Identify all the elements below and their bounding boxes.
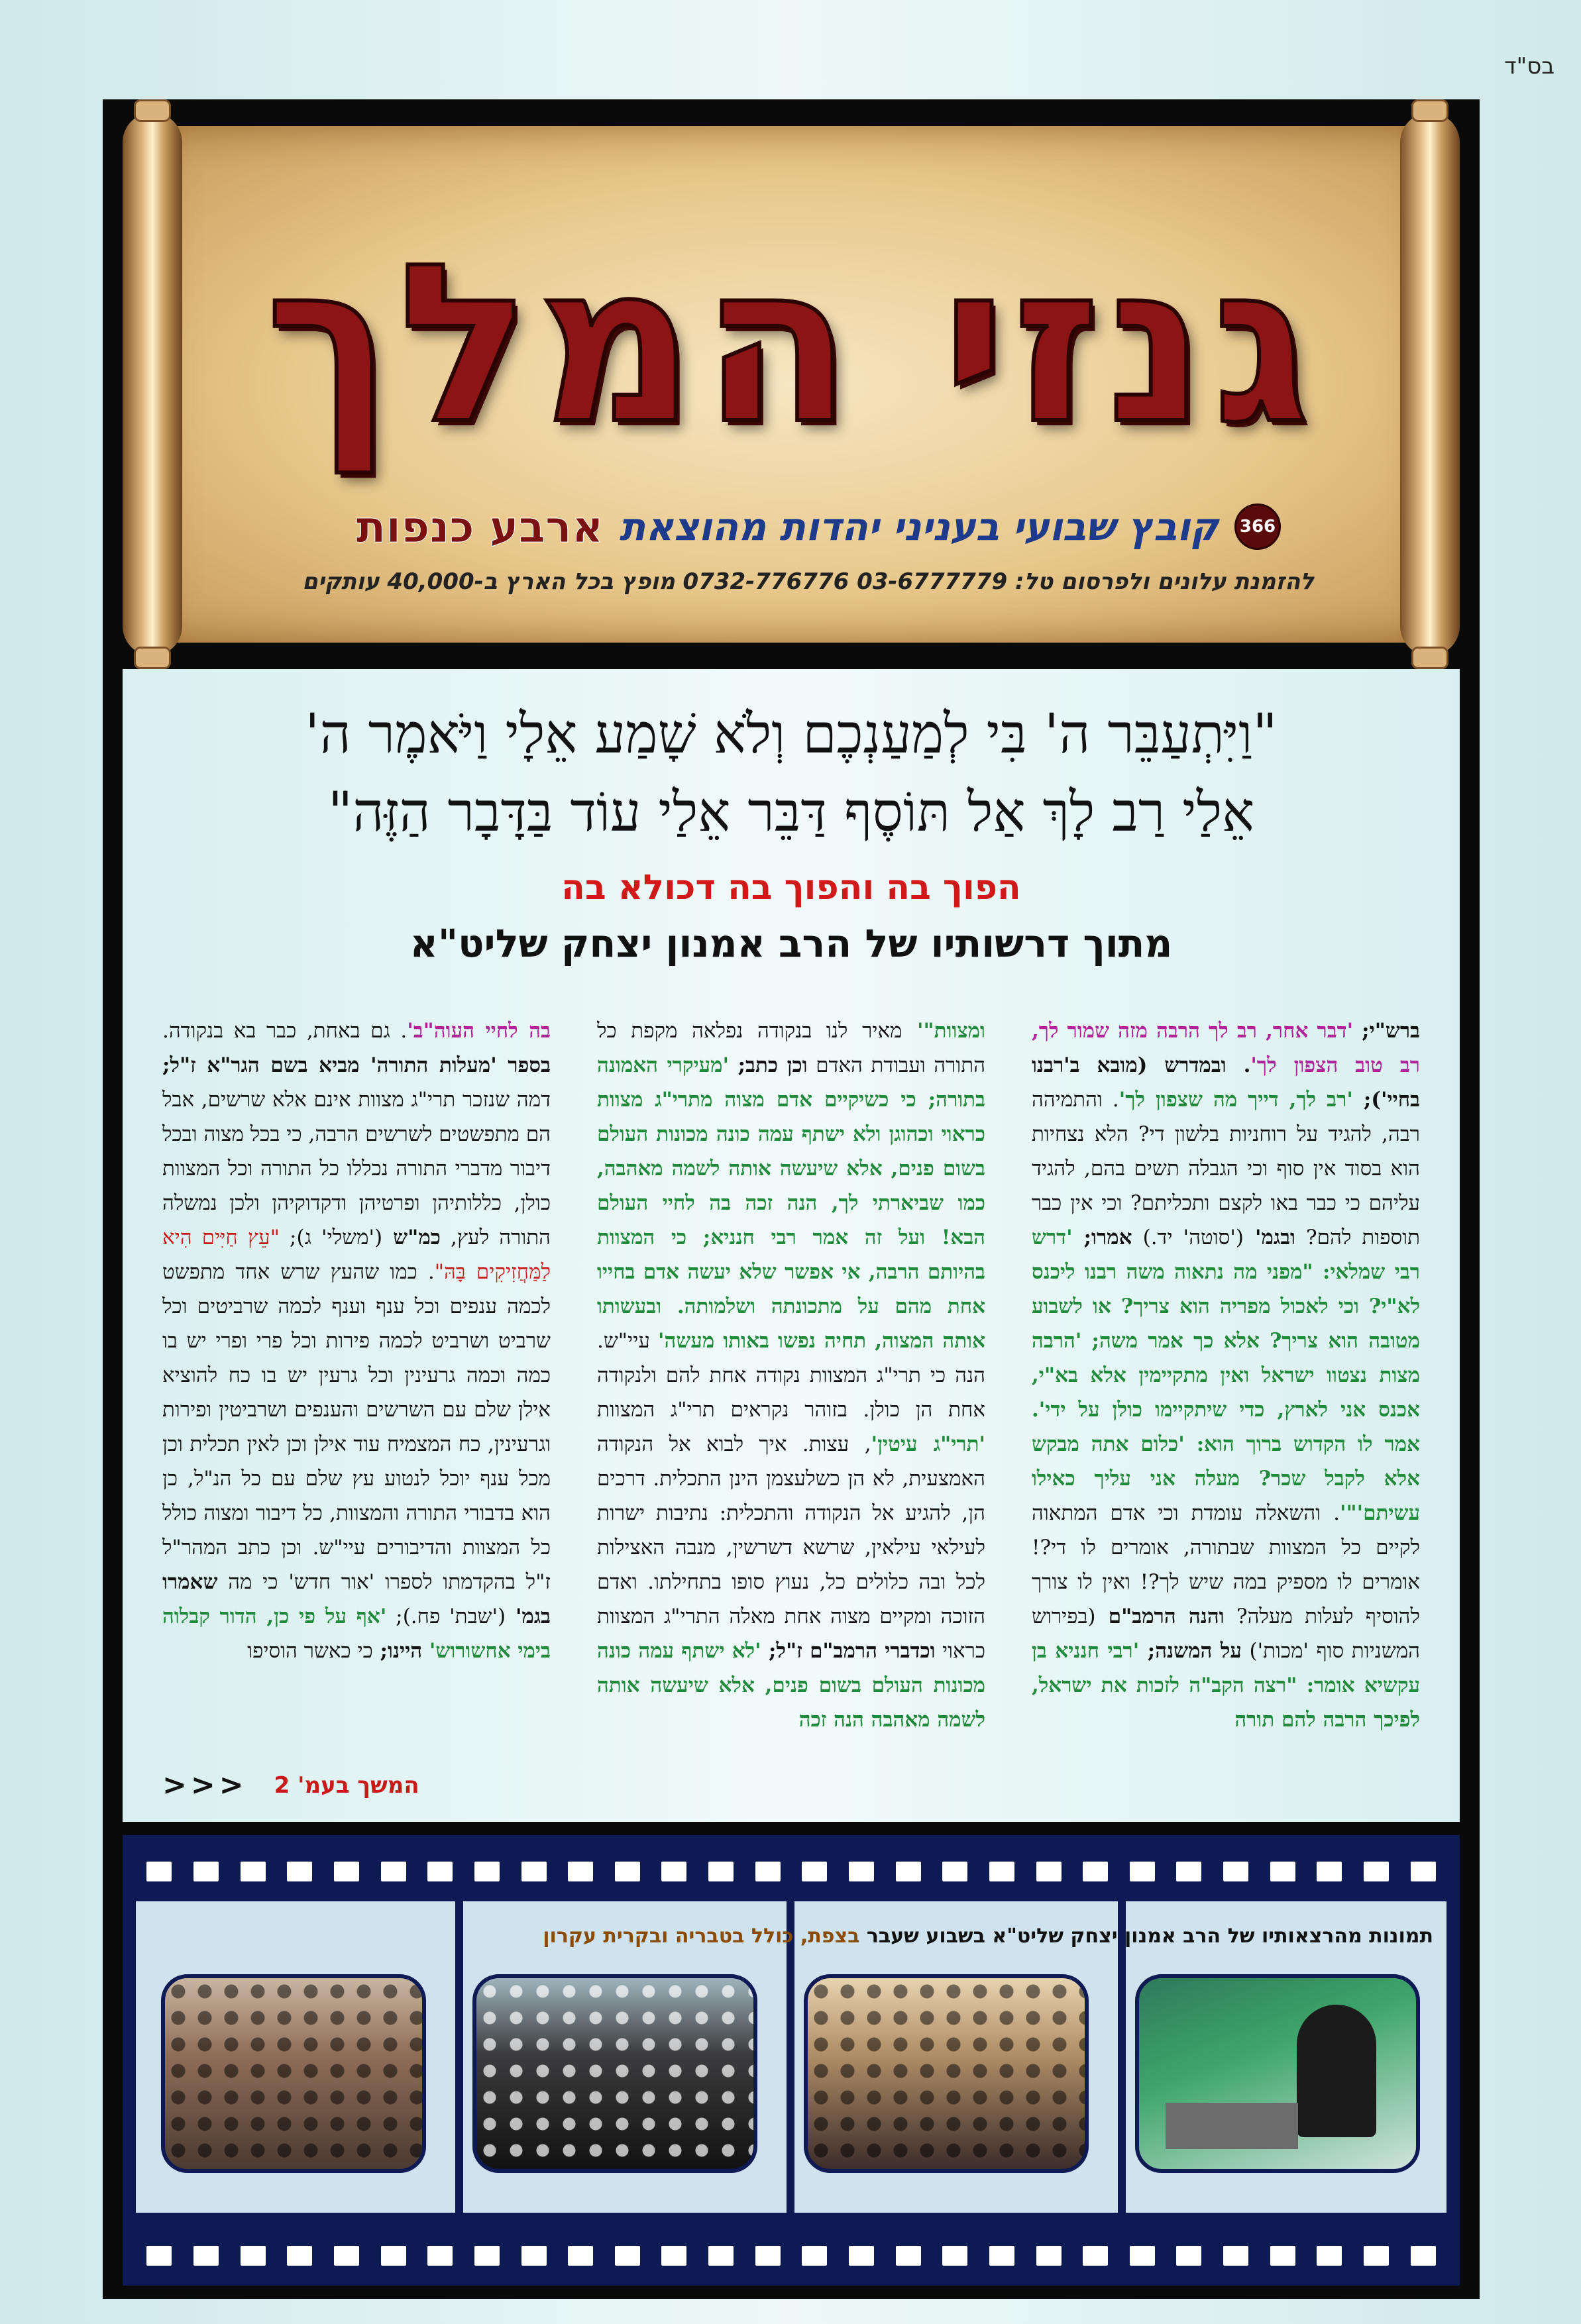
film-perforation: [521, 1862, 547, 1881]
film-perforation: [1130, 2246, 1155, 2266]
text-run: (בפירוש המשניות סוף 'מכות'): [1032, 1605, 1420, 1663]
lecture-photo-3[interactable]: [472, 1974, 757, 2173]
text-run: ובגמ': [1243, 1226, 1295, 1249]
article-paragraph: [162, 1014, 551, 1668]
article-paragraph: [597, 1014, 985, 1737]
text-run: וכן כתב;: [729, 1053, 808, 1077]
film-divider: [787, 1901, 794, 2213]
film-perforation: [615, 1862, 640, 1881]
text-run: על המשנה;: [1139, 1639, 1242, 1663]
text-run: . ובמדרש (מובא ב'רבנו בחיי');: [1032, 1053, 1420, 1112]
article-paragraph: [1032, 1014, 1420, 1737]
text-run: כי כאשר הוסיפו: [247, 1639, 373, 1663]
film-perforations-bottom: [123, 2233, 1460, 2279]
film-perforation: [1317, 1862, 1342, 1881]
film-perforation: [146, 1862, 172, 1881]
publisher-logo-text: ארבע כנפות: [356, 501, 604, 553]
film-perforation: [381, 2246, 406, 2266]
text-run: ('משלי' ג);: [279, 1226, 383, 1249]
issue-number-badge: 366: [1234, 503, 1281, 550]
text-run: 'רב לך, דייך מה שצפון לך': [1118, 1088, 1353, 1112]
contact-line: להזמנת עלונים ולפרסום טל: 03-6777779 0732-776776 מופץ בכל הארץ ב-40,000 עותקים: [302, 568, 1314, 595]
film-perforation: [802, 2246, 827, 2266]
film-perforation: [708, 2246, 734, 2266]
film-perforation: [755, 1862, 781, 1881]
laptop-shape: [1166, 2103, 1298, 2149]
masthead-title: גנזי המלך: [265, 217, 1317, 472]
film-perforation: [615, 2246, 640, 2266]
film-perforation: [427, 2246, 453, 2266]
text-run: . גם באחת, כבר בא בנקודה.: [162, 1019, 408, 1043]
text-run: 'תרי"ג עיטין': [871, 1432, 985, 1456]
film-perforation: [1223, 2246, 1248, 2266]
film-perforations-top: [123, 1848, 1460, 1895]
text-run: בספר 'מעלות התורה' מביא בשם הגר"א ז"ל;: [162, 1053, 551, 1077]
article-column-3: [162, 1014, 551, 1809]
film-perforation: [942, 2246, 967, 2266]
film-perforation: [1036, 2246, 1062, 2266]
speaker-figure: [1297, 2005, 1376, 2137]
continued-text: המשך בעמ' 2: [274, 1771, 419, 1799]
film-perforation: [1083, 1862, 1108, 1881]
film-perforation: [146, 2246, 172, 2266]
photo-caption: תמונות מהרצאותיו של הרב אמנון יצחק שליט"א בשבוע שעבר בצפת, כולל בטבריה ובקרית עקרון: [543, 1925, 1433, 1948]
text-run: ('סוטה' יד.): [1132, 1226, 1244, 1249]
text-run: . והתמיהה רבה, להגיד על רוחניות בלשון די? הלא נצחיות הוא בסוד אין סוף וכי הגבלה תשים בהם, להגיד עליהם כי כבר באו לקצם ותכליתם? וכי אין כבר תוספות להם?: [1032, 1088, 1420, 1249]
text-run: . כמו שהעץ שרש אחד מתפשט לכמה ענפים וכל ענף וענף לכמה שרביטים וכל שרביט ושרביט לכמה פירות וכל פרי ופרי יש בו כמה וכמה גרעינין וכל גרעין יש בו כח להוציא אילן שלם עם השרשים והענפים ושרביטין ופירות וגרעינין, כח המצמיח עוד אילן וכן לאין תכלית וכן מכל ענף יוכל לנטוע עץ שלם עם כל הנ"ל, כן הוא בדבורי התורה והמצוות, כל דיבור ומצוה כולל כל המצוות והדיבורים עיי"ש. וכן כתב המהר"ל ז"ל בהקדמתו לספרו 'אור חדש' כי מה: [162, 1260, 551, 1594]
text-run: עיי"ש. הנה כי תרי"ג המצוות נקודה אחת להם ולנקודה אחת הן כולן. בזוהר נקראים תרי"ג המצוות: [597, 1329, 985, 1422]
text-run: אמרו;: [1072, 1226, 1132, 1249]
article-column-1: [1032, 1014, 1420, 1809]
text-run: בה לחיי העוה"ב': [407, 1019, 551, 1043]
film-perforation: [1364, 1862, 1389, 1881]
film-perforation: [474, 1862, 500, 1881]
photo-film-strip: [123, 1835, 1460, 2286]
text-run: 'לא ישתף עמה כונה מכונות העולם בשום פנים, אלא שיעשה אותה לשמה מאהבה הנה זכה: [597, 1639, 985, 1732]
film-perforation: [521, 2246, 547, 2266]
scroll-roller-left: [123, 113, 182, 656]
headline-verse: [162, 696, 1420, 852]
bsd-mark: בס"ד: [1504, 53, 1554, 79]
text-run: 'מעיקרי האמונה בתורה; כי כשיקיים אדם מצוה מתרי"ג מצוות כראוי וכהוגן ולא ישתף עמה כונה מכונות העולם בשום פנים, אלא שיעשה אותה לשמה מאהבה, כמו שביארתי לך, הנה זכה בה לחיי העולם הבא! ועל זה אמר רבי חנניא; כי המצוות בהיותם הרבה, אי אפשר שלא יעשה אדם בחייו אחת מהם על מתכונתה ושלמותה. ובעשותו אותה המצוה, תחיה נפשו באותו מעשה': [597, 1053, 985, 1353]
text-run: ('שבת' פח.);: [386, 1605, 506, 1628]
tagline: קובץ שבועי בעניני יהדות מהוצאת: [619, 504, 1219, 549]
text-run: . והשאלה עומדת וכי אדם המתאוה לקיים כל המצוות שבתורה, אומרים לו די?! אומרים לו מספיק במה שיש לך?! ואין לו צורך להוסיף לעלות מעלה?: [1032, 1501, 1420, 1628]
film-perforation: [989, 2246, 1014, 2266]
film-perforation: [989, 1862, 1014, 1881]
text-run: כמ"ש: [382, 1226, 441, 1249]
film-perforation: [568, 2246, 593, 2266]
film-perforation: [334, 2246, 359, 2266]
masthead: [103, 99, 1480, 669]
film-perforation: [287, 2246, 312, 2266]
film-perforation: [1176, 2246, 1201, 2266]
arrows-icon: <<<: [162, 1768, 248, 1802]
text-run: 'דבר אחר, רב לך הרבה מזה שמור לך, רב טוב הצפון לך': [1032, 1019, 1420, 1077]
film-perforation: [1176, 1862, 1201, 1881]
article-panel: [123, 669, 1460, 1822]
film-perforation: [474, 2246, 500, 2266]
film-perforation: [849, 1862, 874, 1881]
article-byline: מתוך דרשותיו של הרב אמנון יצחק שליט"א: [409, 921, 1173, 966]
lecture-photo-1[interactable]: [1135, 1974, 1420, 2173]
text-run: 'אף על פי כן, הדור קבלוה בימי אחשורוש': [162, 1605, 551, 1663]
film-perforation: [1083, 2246, 1108, 2266]
film-perforation: [334, 1862, 359, 1881]
film-perforation: [1036, 1862, 1062, 1881]
text-run: ומצוות"': [902, 1019, 985, 1043]
film-perforation: [896, 1862, 921, 1881]
film-perforation: [427, 1862, 453, 1881]
film-perforation: [661, 2246, 686, 2266]
film-divider: [1118, 1901, 1126, 2213]
scroll-roller-right: [1400, 113, 1460, 656]
article-columns: [162, 1014, 1420, 1809]
film-perforation: [1411, 1862, 1436, 1881]
lecture-photo-4[interactable]: [161, 1974, 426, 2173]
text-run: "עֵץ חַיִּים הִיא לַמַּחֲזִיקִים בָּהּ": [162, 1226, 551, 1284]
film-perforation: [381, 1862, 406, 1881]
text-run: וכדברי הרמב"ם ז"ל;: [761, 1639, 936, 1663]
film-perforation: [1130, 1862, 1155, 1881]
continued-notice[interactable]: [162, 1768, 419, 1802]
film-perforation: [755, 2246, 781, 2266]
text-run: ברש"י;: [1353, 1019, 1420, 1043]
lecture-photo-2[interactable]: [804, 1974, 1089, 2173]
film-perforation: [1364, 2246, 1389, 2266]
film-perforation: [942, 1862, 967, 1881]
film-perforation: [241, 1862, 266, 1881]
film-perforation: [849, 2246, 874, 2266]
film-perforation: [241, 2246, 266, 2266]
verse-line-2: אֵלַי רַב לָךְ אַל תּוֹסֶף דַּבֵּר אֵלַי עוֹד בַּדָּבָר הַזֶּה": [327, 781, 1255, 844]
text-run: 'דרש רבי שמלאי: "מפני מה נתאוה משה רבנו ליכנס לא"י? וכי לאכול מפריה הוא צריך? או לשבוע מטובה הוא צריך? אלא כך אמר משה; 'הרבה מצות נצטוו ישראל ואין מתקיימין אלא בא"י, אכנס אני לארץ, כדי שיתקיימו כולן על ידי'. אמר לו הקדוש ברוך הוא: 'כלום אתה מבקש אלא לקבל שכר? מעלה אני עליך כאילו עשיתם'"': [1032, 1226, 1420, 1525]
film-perforation: [802, 1862, 827, 1881]
film-perforation: [896, 2246, 921, 2266]
text-run: , עצות. איך לבוא אל הנקודה האמצעית, לא הן כשלעצמן הינן התכלית. דרכים הן, להגיע אל הנקודה והתכלית: נתיבות ישרות לעילאי עילאין, שרשא דשרשין, מנבה האצילות לכל ובה כלולים כל, נעוץ סופו בתחילתו. ואדם הזוכה ומקיים מצוה אחת מאלה התרי"ג המצוות כראוי: [597, 1432, 985, 1663]
text-run: היינו;: [372, 1639, 423, 1663]
verse-line-1: "וַיִּתְעַבֵּר ה' בִּי לְמַעַנְכֶם וְלֹא שָׁמַע אֵלָי וַיֹּאמֶר ה': [305, 703, 1278, 766]
film-perforation: [1223, 1862, 1248, 1881]
film-perforation: [193, 2246, 219, 2266]
film-perforation: [568, 1862, 593, 1881]
text-run: מאיר לנו בנקודה נפלאה מקפת כל התורה ועבודת האדם: [597, 1019, 985, 1077]
film-perforation: [661, 1862, 686, 1881]
film-perforation: [1411, 2246, 1436, 2266]
text-run: שאמרו בגמ': [162, 1570, 551, 1628]
film-perforation: [1270, 2246, 1295, 2266]
film-perforation: [1317, 2246, 1342, 2266]
text-run: 'רבי חנניא בן עקשיא אומר: "רצה הקב"ה לזכות את ישראל, לפיכך הרבה להם תורה: [1032, 1639, 1420, 1732]
text-run: והנה הרמב"ם: [1095, 1605, 1225, 1628]
article-column-2: [597, 1014, 985, 1809]
tagline-row: [301, 497, 1281, 556]
film-perforation: [1270, 1862, 1295, 1881]
film-divider: [455, 1901, 463, 2213]
film-perforation: [287, 1862, 312, 1881]
text-run: דמה שנזכר תרי"ג מצוות אינם אלא שרשים, אבל הם מתפשטים לשרשים הרבה, כי בכל מצוה ובכל דיבור מדברי התורה נכללו כל התורה וכל המצוות כולן, כללותיהן ופרטיהן ודקדוקיהן ולכן נמשלה התורה לעץ,: [162, 1088, 551, 1249]
film-perforation: [708, 1862, 734, 1881]
film-perforation: [193, 1862, 219, 1881]
article-subtitle: הפוך בה והפוך בה דכולא בה: [561, 868, 1021, 908]
